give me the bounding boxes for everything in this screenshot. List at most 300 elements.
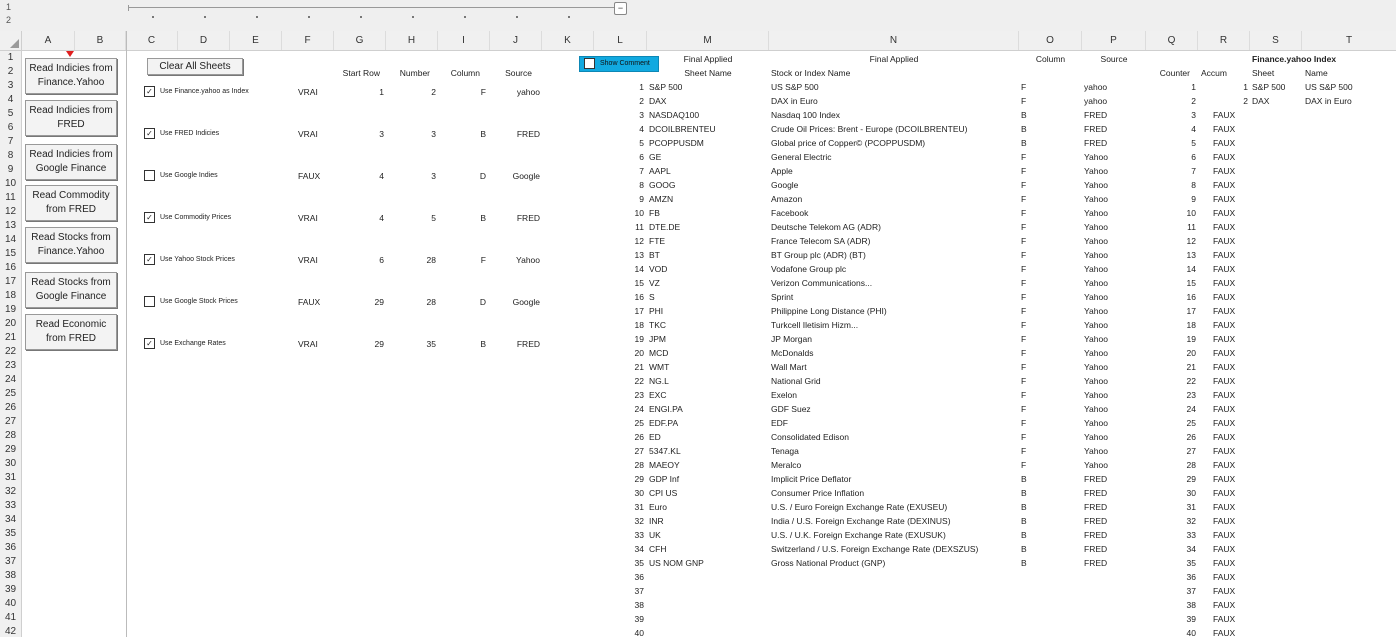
- outline-level-1[interactable]: 1: [6, 2, 12, 12]
- row-index: 35: [634, 558, 644, 568]
- source-cell: [1084, 584, 1134, 598]
- accum-cell: FAUX: [1213, 250, 1236, 260]
- read-indicies-google-button[interactable]: Read Indicies from Google Finance: [25, 144, 117, 180]
- column-cell: F: [1021, 236, 1027, 246]
- sheet-name-cell: FB: [649, 208, 660, 218]
- accum-cell: FAUX: [1213, 586, 1236, 596]
- accum-cell: FAUX: [1213, 264, 1236, 274]
- outline-bracket-start: [128, 5, 129, 11]
- stock-name-cell: US S&P 500: [771, 82, 819, 92]
- sheet-name-cell: [649, 612, 767, 626]
- column-header-l[interactable]: L: [594, 31, 647, 50]
- counter-cell: 38: [1186, 600, 1196, 610]
- sheet-name-cell: BT: [649, 250, 660, 260]
- row-header[interactable]: 24: [4, 374, 17, 385]
- row-header[interactable]: 36: [4, 542, 17, 553]
- row-header[interactable]: 16: [4, 262, 17, 273]
- stock-name-cell: BT Group plc (ADR) (BT): [771, 250, 866, 260]
- counter-cell: 22: [1186, 376, 1196, 386]
- stock-name-cell: Verizon Communications...: [771, 278, 873, 288]
- row-header[interactable]: 42: [4, 626, 17, 637]
- source-cell: FRED: [1084, 530, 1108, 540]
- stock-name-cell: Philippine Long Distance (PHI): [771, 306, 887, 316]
- select-all-triangle-icon: [10, 39, 19, 48]
- sheet-name-cell: AMZN: [649, 194, 674, 204]
- source-cell: Yahoo: [1084, 250, 1108, 260]
- sheet-name-cell: NASDAQ100: [649, 110, 700, 120]
- column-cell: [1021, 612, 1051, 626]
- option-checkbox[interactable]: [144, 86, 155, 97]
- source-cell: FRED: [1084, 474, 1108, 484]
- row-index: 30: [634, 488, 644, 498]
- sheet-name-cell: AAPL: [649, 166, 671, 176]
- row-header[interactable]: 34: [4, 514, 17, 525]
- option-flag: VRAI: [298, 255, 318, 265]
- stock-name-cell: [771, 598, 1017, 612]
- row-index: 11: [635, 222, 644, 232]
- row-index: 4: [639, 124, 644, 134]
- sheet-name-cell: JPM: [649, 334, 666, 344]
- column-header-p[interactable]: P: [1082, 31, 1146, 50]
- source-cell: Yahoo: [1084, 222, 1108, 232]
- show-comment-label: Show Comment: [600, 60, 650, 67]
- read-stocks-yahoo-button[interactable]: Read Stocks from Finance.Yahoo: [25, 227, 117, 263]
- row-header-column: [0, 51, 22, 637]
- row-index: 2: [639, 96, 644, 106]
- row-index: 34: [634, 544, 644, 554]
- sheet-name-cell: EXC: [649, 390, 667, 400]
- accum-cell: FAUX: [1213, 166, 1236, 176]
- row-header[interactable]: 39: [4, 584, 17, 595]
- sheet-name-cell: DTE.DE: [649, 222, 681, 232]
- column-cell: F: [1021, 208, 1027, 218]
- column-header-s[interactable]: S: [1250, 31, 1302, 50]
- outline-level-2[interactable]: 2: [6, 15, 12, 25]
- stock-name-cell: GDF Suez: [771, 404, 811, 414]
- column-header-b[interactable]: B: [75, 31, 126, 50]
- checkmark-icon: ✓: [146, 87, 153, 96]
- column-cell: B: [1021, 474, 1027, 484]
- outline-vertical-line: [126, 31, 127, 637]
- stock-name-cell: Global price of Copper© (PCOPPUSDM): [771, 138, 926, 148]
- option-source: FRED: [516, 129, 540, 139]
- yahoo-sheet-header: Sheet: [1252, 68, 1275, 78]
- counter-cell: 15: [1186, 278, 1196, 288]
- option-flag: VRAI: [298, 339, 318, 349]
- column-header-i[interactable]: I: [438, 31, 490, 50]
- row-header[interactable]: 11: [5, 192, 16, 203]
- sheet-name-cell: UK: [649, 530, 661, 540]
- row-header[interactable]: 10: [4, 178, 17, 189]
- column-cell: F: [1021, 390, 1027, 400]
- column-header-e[interactable]: E: [230, 31, 282, 50]
- accum-header: Accum: [1201, 68, 1227, 78]
- outline-dot: [464, 16, 466, 18]
- outline-dot: [308, 16, 310, 18]
- column-header-j[interactable]: J: [490, 31, 542, 50]
- row-header[interactable]: 38: [4, 570, 17, 581]
- show-comment-checkbox[interactable]: [584, 58, 595, 69]
- row-header[interactable]: 25: [4, 388, 17, 399]
- stock-name-cell: Consumer Price Inflation: [771, 488, 865, 498]
- option-column: B: [480, 339, 486, 349]
- source-cell: Yahoo: [1084, 180, 1108, 190]
- stock-name-cell: General Electric: [771, 152, 832, 162]
- column-header-o[interactable]: O: [1019, 31, 1082, 50]
- column-header-f[interactable]: F: [282, 31, 334, 50]
- option-column: D: [479, 297, 486, 307]
- source-cell: Yahoo: [1084, 194, 1108, 204]
- source-cell: Yahoo: [1084, 432, 1108, 442]
- stock-name-cell: Apple: [771, 166, 793, 176]
- option-label: Use Exchange Rates: [160, 340, 226, 347]
- source-cell: Yahoo: [1084, 320, 1108, 330]
- option-start-row: 4: [379, 171, 384, 181]
- sheet-name-cell: MAEOY: [649, 460, 680, 470]
- column-header-a[interactable]: A: [22, 31, 75, 50]
- row-header[interactable]: 29: [4, 444, 17, 455]
- stock-name-cell: Switzerland / U.S. Foreign Exchange Rate (DEXSZUS): [771, 544, 979, 554]
- counter-cell: 31: [1186, 502, 1196, 512]
- sheet-name-cell: Euro: [649, 502, 667, 512]
- row-index: 29: [634, 474, 644, 484]
- column-header-row: [0, 31, 1396, 51]
- row-header[interactable]: 19: [4, 304, 17, 315]
- row-header[interactable]: 31: [4, 472, 17, 483]
- select-all-corner[interactable]: [0, 31, 22, 50]
- row-header[interactable]: 15: [4, 248, 17, 259]
- column-cell: [1021, 584, 1051, 598]
- row-header[interactable]: 9: [7, 164, 14, 175]
- column-cell: F: [1021, 82, 1027, 92]
- source-cell: FRED: [1084, 544, 1108, 554]
- stock-name-cell: U.S. / U.K. Foreign Exchange Rate (EXUSUK): [771, 530, 946, 540]
- row-header[interactable]: 37: [4, 556, 17, 567]
- option-flag: VRAI: [298, 129, 318, 139]
- row-header[interactable]: 13: [4, 220, 17, 231]
- option-source: FRED: [516, 213, 540, 223]
- row-header[interactable]: 6: [7, 122, 14, 133]
- accum-cell: FAUX: [1213, 460, 1236, 470]
- source-cell: Yahoo: [1084, 264, 1108, 274]
- option-label: Use FRED Indicies: [160, 130, 220, 137]
- row-header[interactable]: 17: [4, 276, 17, 287]
- column-cell: F: [1021, 432, 1027, 442]
- column-header-d[interactable]: D: [178, 31, 230, 50]
- row-header[interactable]: 20: [4, 318, 17, 329]
- option-checkbox[interactable]: [144, 128, 155, 139]
- row-index: 32: [634, 516, 644, 526]
- accum-cell: FAUX: [1213, 488, 1236, 498]
- row-header[interactable]: 12: [4, 206, 17, 217]
- option-number: 3: [431, 129, 436, 139]
- row-header[interactable]: 2: [7, 66, 14, 77]
- row-header[interactable]: 23: [4, 360, 17, 371]
- row-index: 15: [634, 278, 644, 288]
- column-header-g[interactable]: G: [334, 31, 386, 50]
- row-header[interactable]: 1: [7, 52, 14, 63]
- read-indicies-yahoo-button[interactable]: Read Indicies from Finance.Yahoo: [25, 58, 117, 94]
- counter-cell: 3: [1191, 110, 1196, 120]
- option-column: B: [480, 129, 486, 139]
- column-cell: F: [1021, 306, 1027, 316]
- row-index: 6: [639, 152, 644, 162]
- accum-cell: FAUX: [1213, 194, 1236, 204]
- source-cell: Yahoo: [1084, 166, 1108, 176]
- column-header-m[interactable]: M: [647, 31, 769, 50]
- row-header[interactable]: 30: [4, 458, 17, 469]
- outline-collapse-button[interactable]: −: [614, 2, 627, 15]
- outline-dot: [568, 16, 570, 18]
- accum-cell: FAUX: [1213, 404, 1236, 414]
- stock-name-cell: Gross National Product (GNP): [771, 558, 886, 568]
- stock-name-cell: U.S. / Euro Foreign Exchange Rate (EXUSEU): [771, 502, 948, 512]
- row-header[interactable]: 3: [7, 80, 14, 91]
- counter-cell: 27: [1186, 446, 1196, 456]
- row-index: 40: [634, 628, 644, 638]
- sheet-name-cell: GOOG: [649, 180, 676, 190]
- row-index: 24: [634, 404, 644, 414]
- sheet-name-cell: ENGI.PA: [649, 404, 683, 414]
- option-start-row: 1: [379, 87, 384, 97]
- sheet-name-cell: FTE: [649, 236, 666, 246]
- source-cell: Yahoo: [1084, 446, 1108, 456]
- column-cell: F: [1021, 418, 1027, 428]
- source-cell: Yahoo: [1084, 362, 1108, 372]
- row-index: 21: [634, 362, 644, 372]
- counter-cell: 18: [1186, 320, 1196, 330]
- counter-cell: 17: [1186, 306, 1196, 316]
- option-flag: FAUX: [298, 171, 321, 181]
- accum-cell: FAUX: [1213, 418, 1236, 428]
- sheet-name-cell: NG.L: [649, 376, 669, 386]
- yahoo-index-number: 1: [1243, 82, 1248, 92]
- counter-cell: 29: [1186, 474, 1196, 484]
- accum-cell: FAUX: [1213, 334, 1236, 344]
- sheet-name-cell: [649, 598, 767, 612]
- row-index: 19: [634, 334, 644, 344]
- source-cell: Yahoo: [1084, 348, 1108, 358]
- clear-all-sheets-button[interactable]: Clear All Sheets: [147, 58, 243, 75]
- column-cell: F: [1021, 278, 1027, 288]
- row-index: 12: [634, 236, 644, 246]
- row-header[interactable]: 27: [4, 416, 17, 427]
- row-index: 28: [634, 460, 644, 470]
- column-cell: F: [1021, 460, 1027, 470]
- stock-name-cell: [771, 626, 1017, 640]
- row-index: 37: [634, 586, 644, 596]
- option-checkbox[interactable]: [144, 212, 155, 223]
- source-cell: yahoo: [1084, 82, 1108, 92]
- option-source: Yahoo: [516, 255, 540, 265]
- column-cell: F: [1021, 404, 1027, 414]
- accum-cell: FAUX: [1213, 474, 1236, 484]
- row-header[interactable]: 8: [7, 150, 14, 161]
- counter-cell: 16: [1186, 292, 1196, 302]
- option-checkbox[interactable]: [144, 170, 155, 181]
- stock-name-cell: JP Morgan: [771, 334, 812, 344]
- accum-cell: FAUX: [1213, 208, 1236, 218]
- counter-cell: 5: [1191, 138, 1196, 148]
- finance-yahoo-index-header: Finance.yahoo Index: [1252, 54, 1337, 64]
- option-flag: VRAI: [298, 87, 318, 97]
- accum-cell: FAUX: [1213, 530, 1236, 540]
- source-cell: Yahoo: [1084, 376, 1108, 386]
- column-cell: B: [1021, 530, 1027, 540]
- source-cell: FRED: [1084, 516, 1108, 526]
- source-cell: FRED: [1084, 138, 1108, 148]
- main-column-header: Column: [1035, 54, 1066, 64]
- option-checkbox[interactable]: [144, 338, 155, 349]
- read-stocks-google-button[interactable]: Read Stocks from Google Finance: [25, 272, 117, 308]
- outline-dot: [204, 16, 206, 18]
- row-index: 8: [639, 180, 644, 190]
- column-header-h[interactable]: H: [386, 31, 438, 50]
- outline-dot: [256, 16, 258, 18]
- row-index: 26: [634, 432, 644, 442]
- final-applied-sheet-header: Final Applied: [683, 54, 733, 64]
- row-header[interactable]: 41: [4, 612, 17, 623]
- stock-name-cell: Meralco: [771, 460, 802, 470]
- source-cell: Yahoo: [1084, 278, 1108, 288]
- row-index: 13: [634, 250, 644, 260]
- option-start-row: 6: [379, 255, 384, 265]
- column-header-k[interactable]: K: [542, 31, 594, 50]
- sheet-name-cell: S&P 500: [649, 82, 683, 92]
- row-index: 9: [639, 194, 644, 204]
- counter-cell: 4: [1191, 124, 1196, 134]
- sheet-name-cell: 5347.KL: [649, 446, 681, 456]
- sheet-name-cell: VOD: [649, 264, 668, 274]
- row-header[interactable]: 18: [4, 290, 17, 301]
- source-cell: Yahoo: [1084, 292, 1108, 302]
- sheet-name-cell: US NOM GNP: [649, 558, 704, 568]
- row-index: 20: [634, 348, 644, 358]
- column-header-t[interactable]: T: [1345, 35, 1353, 46]
- column-cell: F: [1021, 250, 1027, 260]
- option-source: yahoo: [516, 87, 540, 97]
- sheet-name-cell: S: [649, 292, 655, 302]
- row-index: 27: [634, 446, 644, 456]
- sheet-name-cell: CPI US: [649, 488, 678, 498]
- option-number: 5: [431, 213, 436, 223]
- column-header-q[interactable]: Q: [1146, 31, 1198, 50]
- row-header[interactable]: 7: [7, 136, 14, 147]
- row-header[interactable]: 35: [4, 528, 17, 539]
- column-header-n[interactable]: N: [769, 31, 1019, 50]
- column-cell: F: [1021, 166, 1027, 176]
- accum-cell: FAUX: [1213, 376, 1236, 386]
- option-start-row: 3: [379, 129, 384, 139]
- option-checkbox[interactable]: [144, 296, 155, 307]
- counter-header: Counter: [1159, 68, 1190, 78]
- yahoo-index-sheet: S&P 500: [1252, 82, 1286, 92]
- accum-cell: FAUX: [1213, 614, 1236, 624]
- counter-cell: 25: [1186, 418, 1196, 428]
- sheet-name-cell: GE: [649, 152, 662, 162]
- column-cell: F: [1021, 194, 1027, 204]
- row-header[interactable]: 32: [4, 486, 17, 497]
- stock-name-cell: France Telecom SA (ADR): [771, 236, 871, 246]
- column-cell: B: [1021, 488, 1027, 498]
- row-header[interactable]: 26: [4, 402, 17, 413]
- accum-cell: FAUX: [1213, 138, 1236, 148]
- row-index: 39: [634, 614, 644, 624]
- row-index: 1: [639, 82, 644, 92]
- yahoo-index-sheet: DAX: [1252, 96, 1270, 106]
- option-flag: VRAI: [298, 213, 318, 223]
- row-header[interactable]: 14: [4, 234, 17, 245]
- accum-cell: FAUX: [1213, 446, 1236, 456]
- counter-cell: 28: [1186, 460, 1196, 470]
- row-index: 16: [634, 292, 644, 302]
- row-header[interactable]: 33: [4, 500, 17, 511]
- row-index: 23: [634, 390, 644, 400]
- read-economic-fred-button[interactable]: Read Economic from FRED: [25, 314, 117, 350]
- outline-dot: [412, 16, 414, 18]
- stock-name-cell: Vodafone Group plc: [771, 264, 847, 274]
- column-header-label: Column: [450, 68, 480, 78]
- column-cell: F: [1021, 376, 1027, 386]
- column-cell: B: [1021, 124, 1027, 134]
- row-header[interactable]: 5: [7, 108, 14, 119]
- option-number: 2: [431, 87, 436, 97]
- column-cell: B: [1021, 502, 1027, 512]
- stock-name-cell: Tenaga: [771, 446, 799, 456]
- sheet-name-cell: [649, 570, 767, 584]
- column-header-c[interactable]: C: [126, 31, 178, 50]
- yahoo-index-name: US S&P 500: [1305, 82, 1353, 92]
- checkmark-icon: ✓: [146, 255, 153, 264]
- row-header[interactable]: 4: [7, 94, 14, 105]
- outline-group-line: [128, 7, 618, 8]
- stock-name-cell: Implicit Price Deflator: [771, 474, 852, 484]
- source-cell: Yahoo: [1084, 418, 1108, 428]
- row-header[interactable]: 28: [4, 430, 17, 441]
- sheet-name-cell: PCOPPUSDM: [649, 138, 704, 148]
- counter-cell: 34: [1186, 544, 1196, 554]
- source-cell: FRED: [1084, 488, 1108, 498]
- read-commodity-fred-button[interactable]: Read Commodity from FRED: [25, 185, 117, 221]
- counter-cell: 9: [1191, 194, 1196, 204]
- option-label: Use Finance.yahoo as Index: [160, 88, 249, 95]
- option-checkbox[interactable]: [144, 254, 155, 265]
- outline-dot: [152, 16, 154, 18]
- read-indicies-fred-button[interactable]: Read Indicies from FRED: [25, 100, 117, 136]
- sheet-name-cell: CFH: [649, 544, 667, 554]
- row-index: 36: [634, 572, 644, 582]
- accum-cell: FAUX: [1213, 544, 1236, 554]
- row-header[interactable]: 21: [4, 332, 17, 343]
- column-header-r[interactable]: R: [1198, 31, 1250, 50]
- option-label: Use Google Indies: [160, 172, 218, 179]
- accum-cell: FAUX: [1213, 152, 1236, 162]
- row-header[interactable]: 22: [4, 346, 17, 357]
- counter-cell: 13: [1186, 250, 1196, 260]
- stock-name-cell: Turkcell Iletisim Hizm...: [771, 320, 859, 330]
- source-cell: FRED: [1084, 110, 1108, 120]
- stock-name-cell: Crude Oil Prices: Brent - Europe (DCOILBRENTEU): [771, 124, 968, 134]
- yahoo-index-name: DAX in Euro: [1305, 96, 1352, 106]
- option-start-row: 29: [374, 339, 384, 349]
- stock-name-cell: Wall Mart: [771, 362, 807, 372]
- sheet-name-header: Sheet Name: [684, 68, 732, 78]
- accum-cell: FAUX: [1213, 502, 1236, 512]
- counter-cell: 20: [1186, 348, 1196, 358]
- row-index: 17: [634, 306, 644, 316]
- row-header[interactable]: 40: [4, 598, 17, 609]
- row-index: 22: [634, 376, 644, 386]
